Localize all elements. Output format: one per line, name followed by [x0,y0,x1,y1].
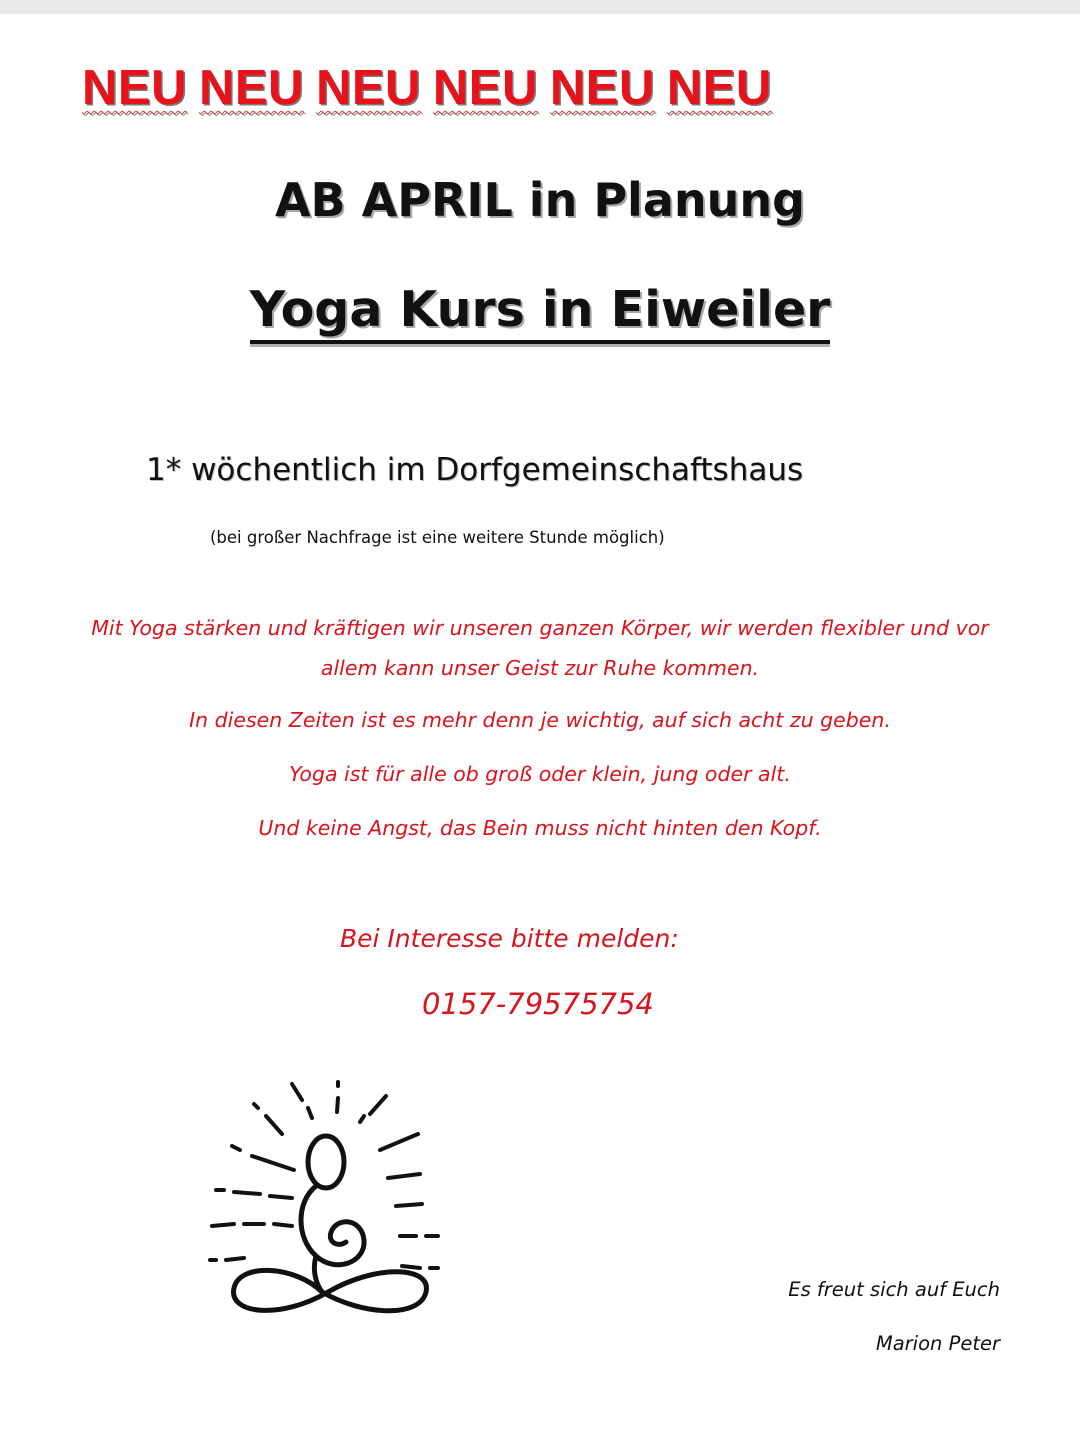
viewer-top-bar [0,0,1080,14]
new-word: NEU [549,61,655,115]
closing-text: Es freut sich auf Euch [788,1278,1000,1301]
schedule-text: 1* wöchentlich im Dorfgemeinschaftshaus [146,452,804,488]
new-word: NEU [198,61,304,115]
description-line: allem kann unser Geist zur Ruhe kommen. [320,656,760,680]
new-word: NEU [82,61,187,115]
description-line: Mit Yoga stärken und kräftigen wir unseren ganzen Körper, wir werden flexibler und vor [91,616,989,640]
new-banner [82,58,784,118]
contact-prompt: Bei Interesse bitte melden: [340,924,679,953]
new-word: NEU [666,61,772,115]
new-word: NEU [315,61,421,115]
headline-april: AB APRIL in Planung [274,173,806,227]
schedule-note: (bei großer Nachfrage ist eine weitere Stunde möglich) [210,528,665,547]
new-word: NEU [432,61,538,115]
phone-number: 0157-79575754 [422,987,654,1021]
meditating-figure-icon [200,1070,460,1360]
headline-yoga-course [0,278,1080,342]
headline-yoga-course-text: Yoga Kurs in Eiweiler [250,281,831,344]
signature-name: Marion Peter [875,1332,1000,1355]
description-line: In diesen Zeiten ist es mehr denn je wichtig, auf sich acht zu geben. [189,708,891,732]
description-line: Yoga ist für alle ob groß oder klein, jung oder alt. [289,762,791,786]
description-line: Und keine Angst, das Bein muss nicht hinten den Kopf. [258,816,822,840]
